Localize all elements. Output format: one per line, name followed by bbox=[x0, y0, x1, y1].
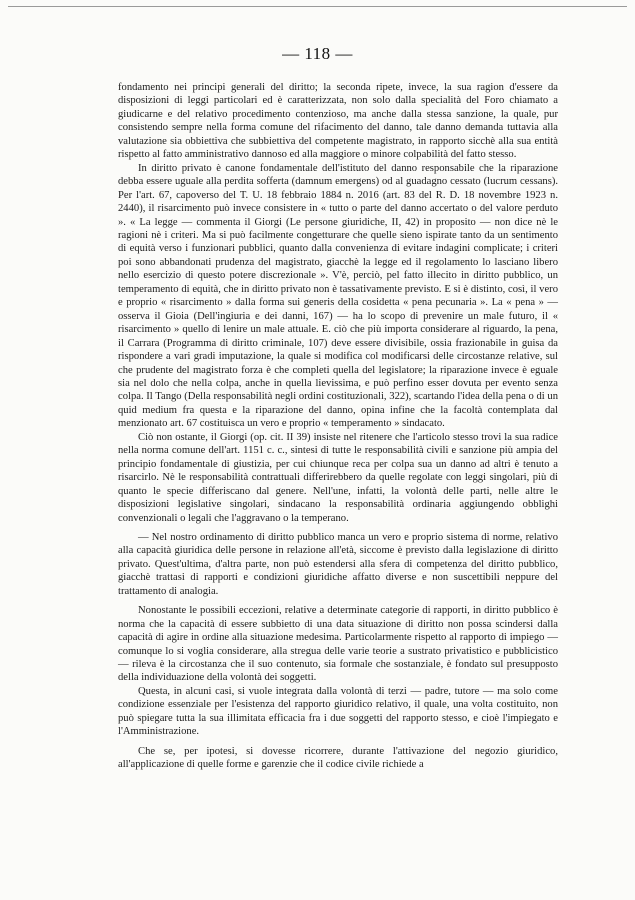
paragraph-cio-non-ostante: Ciò non ostante, il Giorgi (op. cit. II 39) insiste nel ritenere che l'articolo stesso trovi la sua radice nella norma comune dell'art. 1151 c. c., sintesi di tutte le responsabilità civili e sanzione più ampia del principio fondamentale di giustizia, per cui chiunque reca per colpa sua un danno ad altri è tenuto a risarcirlo. Nè le responsabilità contrattuali differirebbero da quelle regolate con leggi singolari, più di quanto le specie differiscano dal genere. Nell'une, infatti, la volontà delle parti, nelle altre le disposizioni legislative singolari, sindacano la responsabilità ordinaria aggiungendo obblighi convenzionali o legali che l'aggravano o la temperano. bbox=[118, 431, 558, 524]
body-text bbox=[118, 81, 558, 772]
top-rule bbox=[8, 6, 627, 7]
paragraph-nonostante: Nonostante le possibili eccezioni, relative a determinate categorie di rapporti, in diritto pubblico è norma che la capacità di essere subbietto di una data situazione di diritto non possa scindersi dalla capacità di agire in ordine alla situazione medesima. Particolarmente rispetto al rapporto di impiego — comunque lo si voglia considerare, alla stregua delle varie teorie a sustrato privatistico e pubblicistico — rileva è la circostanza che il suo contenuto, sia formale che sostanziale, è fondato sul presupposto della individuazione della volontà dei soggetti. bbox=[118, 605, 558, 684]
page-number: — 118 — bbox=[282, 44, 353, 63]
paragraph-questa: Questa, in alcuni casi, si vuole integrata dalla volontà di terzi — padre, tutore — ma solo come condizione essenziale per l'esistenza del rapporto giuridico relativo, il quale, una volta costituito, non può spiegare tutta la sua illimitata efficacia fra i due soggetti del rapporto stesso, e cioè l'impiegato e l'Amministrazione. bbox=[118, 685, 558, 738]
paragraph-continuation: fondamento nei principi generali del diritto; la seconda ripete, invece, la sua ragion d'essere da disposizioni di leggi particolari ed è caratterizzata, non solo dalla specialità del Foro chiamato a giudicarne e del relativo procedimento contenzioso, ma anche dalla stessa sanzione, la quale, pur consistendo sempre nella forma comune del rifacimento del danno, tale danno demanda tuttavia alla valutazione sia obbiettiva che subbiettiva del competente magistrato, in rapporto sicchè alla sua entità rispetto al fatto amministrativo dannoso ed alla maggiore o minore colpabilità del fatto stesso. bbox=[118, 82, 558, 161]
paragraph-diritto-privato: In diritto privato è canone fondamentale dell'istituto del danno responsabile che la riparazione debba essere uguale alla perdita sofferta (damnum emergens) od al guadagno cessato (lucrum cessans). Per l'art. 67, capoverso del T. U. 18 febbraio 1884 n. 2016 (art. 83 del R. D. 18 novembre 1923 n. 2440), il risarcimento può invece consistere in « tutto o parte del danno accertato o del valore perduto ». « La legge — commenta il Giorgi (Le persone giuridiche, II, 42) in proposito — non dice nè le ragioni nè i criteri. Ma si può facilmente congetturare che quelle sieno ispirate tanto da un sentimento di equità verso i funzionari pubblici, quanto dalla convenienza di evitare indagini complicate; i criteri poi sono abbandonati prudenza del magistrato, giacchè la legge ed il regolamento lo lasciano libero nello esercizio di questo potere discrezionale ». V'è, perciò, pel fatto illecito in diritto pubblico, un temperamento di equità, che in diritto privato non è tassativamente previsto. E si è distinto, così, il vero e proprio « risarcimento » dalla forma sui generis della cosidetta « pena pecunaria ». La « pena » — osserva il Gioia (Dell'ingiuria e dei danni, 167) — ha lo scopo di prevenire un male futuro, il « risarcimento » quello di lenire un male attuale. E. ciò che più importa considerare al riguardo, la pena, il Carrara (Programma di diritto criminale, 107) deve essere divisibile, ossia frazionabile in guisa da rispondere a vari gradi imputazione, la quale si modifica col modificarsi delle circostanze relative, sul che prudente del magistrato forza è che completi quella del legislatore; la riparazione invece è eguale sia nel dolo che nella colpa, anche in quella lievissima, e può perfino esser dovuta per evento senza colpa. Il Tango (Della responsabilità negli ordini costituzionali, 322), scartando l'idea della pena o di un quid medium fra questa e la riparazione del danno, opina infine che la facoltà contemplata dal menzionato art. 67 costituisca un vero e proprio « temperamento » sindacato. bbox=[118, 162, 558, 430]
paragraph-ordinamento: — Nel nostro ordinamento di diritto pubblico manca un vero e proprio sistema di norme, relativo alla capacità giuridica delle persone in relazione all'età, siccome è previsto dalla legislazione di diritto privato. Quest'ultima, d'altra parte, non può estendersi alla sfera di competenza del diritto pubblico, giacchè trattasi di rapporti e condizioni giuridiche affatto diverse e non suscettibili neppure del trattamento di analogia. bbox=[118, 531, 558, 597]
paragraph-che-se: Che se, per ipotesi, si dovesse ricorrere, durante l'attivazione del negozio giuridico, all'applicazione di quelle forme e garenzie che il codice civile richiede a bbox=[118, 745, 558, 771]
